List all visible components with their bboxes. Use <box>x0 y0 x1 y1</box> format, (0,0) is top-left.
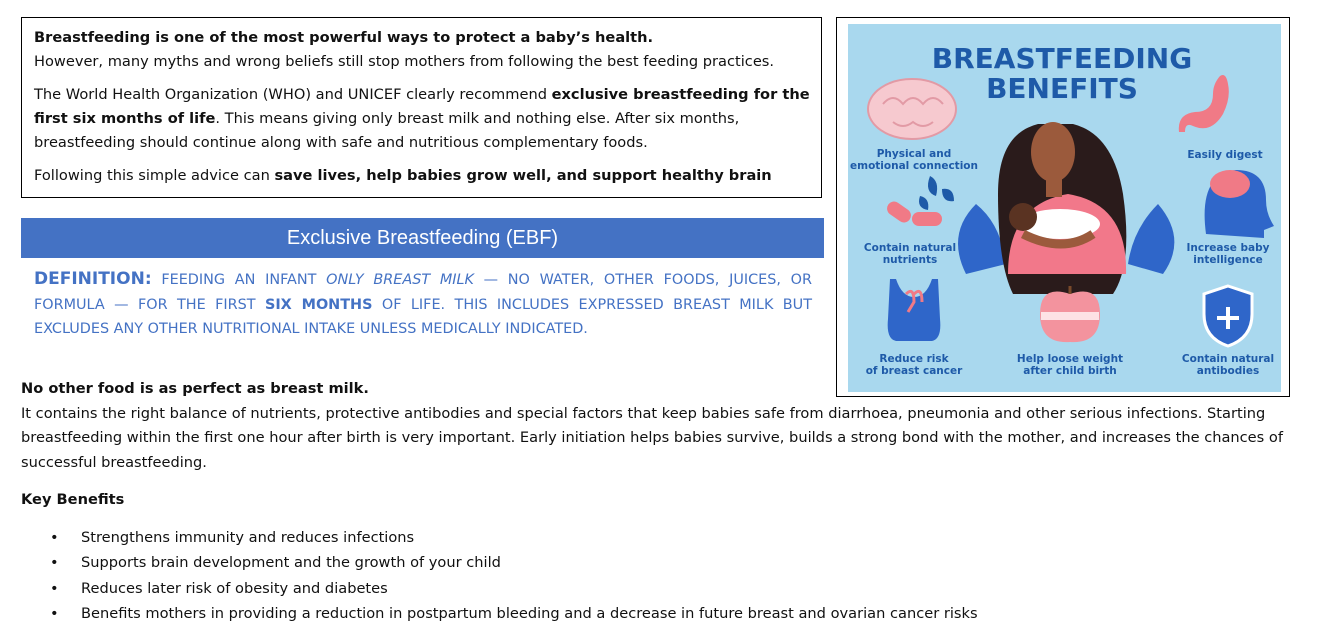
label-weight-2: after child birth <box>1023 365 1117 377</box>
label-weight-1: Help loose weight <box>1016 353 1124 365</box>
intro-line: However, many myths and wrong beliefs still stop mothers from following the best feeding practices. <box>34 53 775 70</box>
label-cancer-2: of breast cancer <box>865 365 963 377</box>
definition-label: DEFINITION: <box>34 269 152 289</box>
text: FEEDING AN INFANT <box>151 272 327 288</box>
bullet-icon: • <box>50 579 59 597</box>
intro-paragraph-who <box>34 83 821 155</box>
list-item <box>21 576 1301 602</box>
label-intelligence-2: intelligence <box>1193 254 1263 266</box>
emphasis: SIX MONTHS <box>264 296 373 313</box>
apple-measure-icon <box>1040 286 1100 342</box>
label-intelligence-1: Increase baby <box>1186 242 1270 254</box>
label-cancer-1: Reduce risk <box>879 353 949 365</box>
label-digest: Easily digest <box>1187 149 1263 161</box>
banner-title: Exclusive Breastfeeding (EBF) <box>286 226 559 249</box>
label-nutrients-1: Contain natural <box>863 242 957 254</box>
body-section <box>21 377 1301 627</box>
list-item <box>21 601 1301 627</box>
list-item-text: Strengthens immunity and reduces infections <box>81 528 415 546</box>
intro-box <box>21 17 822 198</box>
label-physical-2: emotional connection <box>850 160 978 172</box>
bullet-icon: • <box>50 528 59 546</box>
emphasis: ONLY BREAST MILK <box>326 272 474 288</box>
list-item-text: Benefits mothers in providing a reduction in postpartum bleeding and a decrease in future breast and ovarian cancer risks <box>81 605 978 622</box>
infographic-title-2: BENEFITS <box>986 72 1138 105</box>
bullet-icon: • <box>50 605 59 622</box>
infographic <box>848 24 1281 392</box>
text: . This means giving only breast milk and nothing else. After six months, breastfeeding should continue along with safe and nutritious complementary foods. <box>34 110 740 151</box>
body-heading: No other food is as perfect as breast milk. <box>21 380 369 397</box>
brain-icon <box>868 79 956 139</box>
list-item <box>21 550 1301 576</box>
text: Following this simple advice can <box>34 167 275 184</box>
key-benefits-title: Key Benefits <box>21 491 125 508</box>
benefits-list <box>21 525 1301 627</box>
list-item <box>21 525 1301 551</box>
label-nutrients-2: nutrients <box>882 254 938 266</box>
label-antibodies-1: Contain natural <box>1181 353 1275 365</box>
ebf-banner <box>21 218 824 258</box>
text: — NO WATER, OTHER FOODS, JUICES, OR FORMULA — FOR THE FIRST <box>34 272 812 313</box>
emphasis: exclusive breastfeeding for the first six months of life <box>34 86 810 127</box>
label-antibodies-2: antibodies <box>1196 365 1260 377</box>
list-item-text: Reduces later risk of obesity and diabetes <box>81 579 388 597</box>
infographic-title-1: BREASTFEEDING <box>931 42 1193 75</box>
infographic-frame <box>836 17 1290 397</box>
label-physical-1: Physical and <box>876 148 952 160</box>
list-item-text: Supports brain development and the growth of your child <box>81 554 501 571</box>
body-paragraph: It contains the right balance of nutrients, protective antibodies and special factors that keep babies safe from diarrhoea, pneumonia and other serious infections. Starting breastfeeding within the first one hour after birth is very important. Early initiation helps babies survive, builds a strong bond with the mother, and increases the chances of successful breastfeeding. <box>21 404 1283 471</box>
bullet-icon: • <box>50 554 59 571</box>
text: The World Health Organization (WHO) and UNICEF clearly recommend <box>34 86 552 103</box>
intro-heading: Breastfeeding is one of the most powerful ways to protect a baby’s health. <box>34 29 654 46</box>
shield-plus-icon <box>1204 286 1252 346</box>
intro-paragraph-advice <box>34 164 821 188</box>
definition-block <box>34 267 812 342</box>
text: OF LIFE. THIS INCLUDES EXPRESSED BREAST MILK BUT EXCLUDES ANY OTHER NUTRITIONAL INTAKE UNLESS MEDICALLY INDICATED. <box>34 296 812 337</box>
emphasis: save lives, help babies grow well, and support healthy brain <box>274 167 772 184</box>
